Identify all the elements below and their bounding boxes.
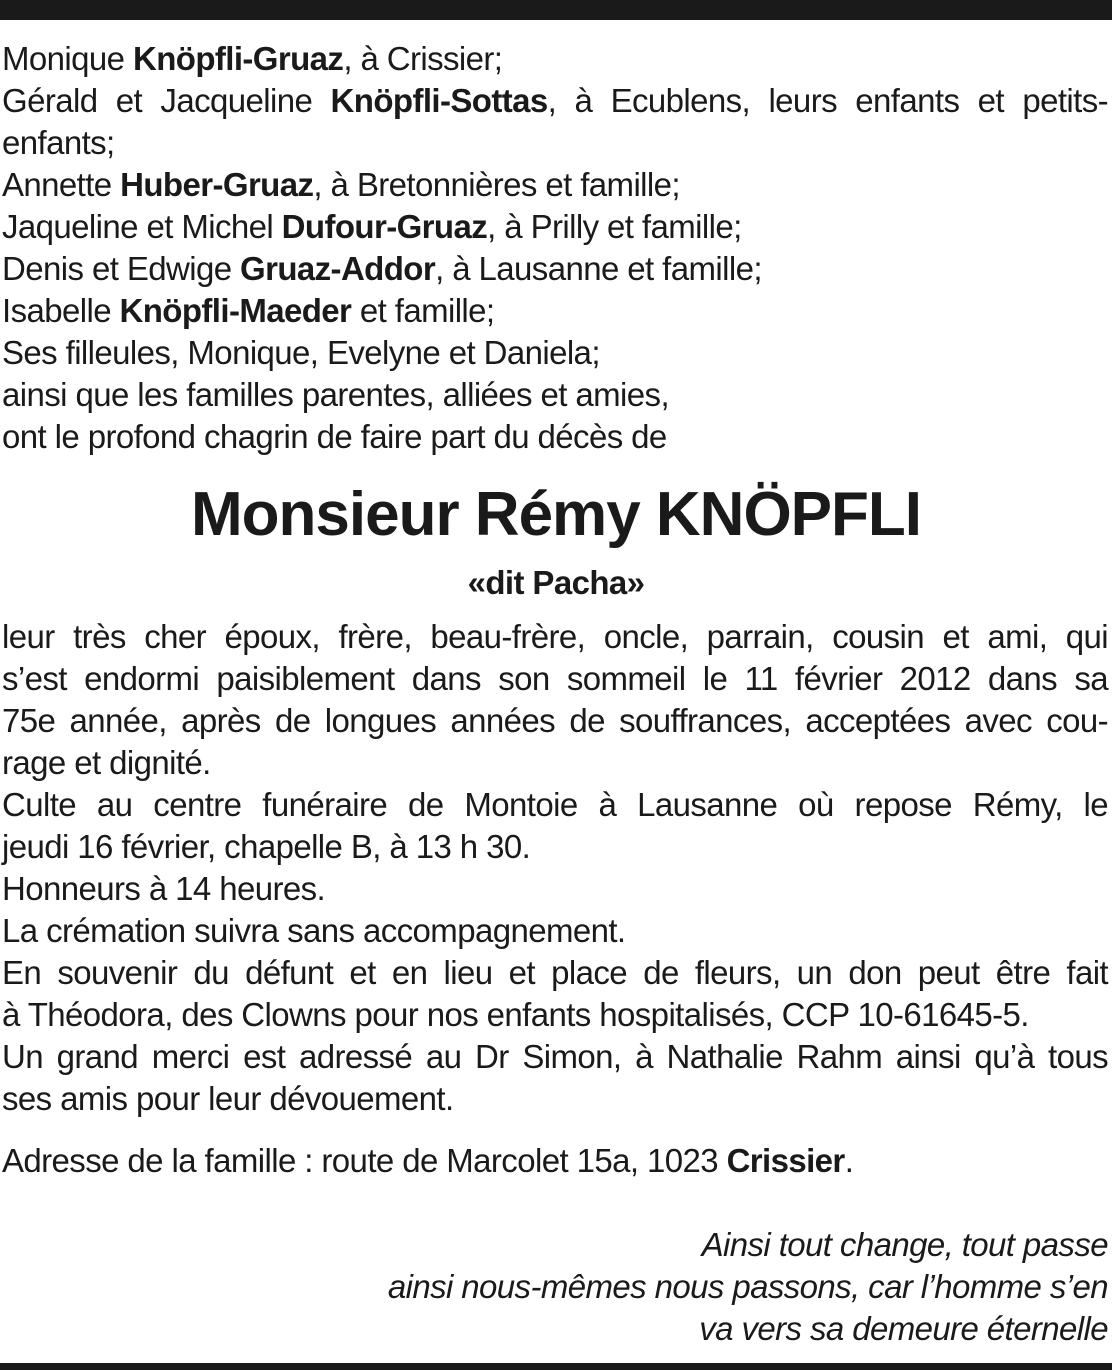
family-line-text: Gérald et Jacqueline <box>2 82 331 119</box>
family-line-text: , à Ecublens, leurs enfants et petits- <box>547 82 1108 119</box>
family-line-text: Denis et Edwige <box>2 250 241 287</box>
address-punctuation: . <box>844 1142 854 1179</box>
family-line <box>2 80 1108 122</box>
body-line: jeudi 16 février, chapelle B, à 13 h 30. <box>2 828 531 865</box>
bottom-rule <box>0 1363 1112 1370</box>
body-line: 75e année, après de longues années de souffrances, acceptées avec cou- <box>2 702 1108 739</box>
family-line-text: Annette <box>2 166 121 203</box>
family-line-text: Monique <box>2 40 133 77</box>
family-line <box>2 206 1108 248</box>
body-line: ses amis pour leur dévouement. <box>2 1080 454 1117</box>
family-line <box>2 122 1108 164</box>
family-line-text: , à Bretonnières et famille; <box>313 166 680 203</box>
family-surname: Gruaz-Addor <box>240 250 436 287</box>
quote-line: ainsi nous-mêmes nous passons, car l’homme s’en <box>387 1268 1108 1305</box>
family-line-text: Jaqueline et Michel <box>2 208 282 245</box>
body-line: à Théodora, des Clowns pour nos enfants hospitalisés, CCP 10-61645-5. <box>2 996 1029 1033</box>
body-line: Culte au centre funéraire de Montoie à Lausanne où repose Rémy, le <box>2 786 1108 823</box>
address-city: Crissier <box>726 1142 845 1179</box>
quote-line: Ainsi tout change, tout passe <box>701 1226 1108 1263</box>
body-line: s’est endormi paisiblement dans son sommeil le 11 février 2012 dans sa <box>2 660 1108 697</box>
family-line <box>2 164 1108 206</box>
quote-line: va vers sa demeure éternelle <box>699 1310 1108 1347</box>
body-line: rage et dignité. <box>2 744 211 781</box>
family-line <box>2 38 1108 80</box>
deceased-name: Monsieur Rémy KNÖPFLI <box>191 480 921 549</box>
family-line-text: Ses filleules, Monique, Evelyne et Daniela; <box>2 334 600 371</box>
family-line-text: , à Prilly et famille; <box>487 208 742 245</box>
body-line: La crémation suivra sans accompagnement. <box>2 912 626 949</box>
notice-body <box>2 616 1108 1120</box>
family-surname: Knöpfli-Gruaz <box>132 40 344 77</box>
family-list <box>2 38 1108 458</box>
family-line-text: enfants; <box>2 124 115 161</box>
body-line: Un grand merci est adressé au Dr Simon, à Nathalie Rahm ainsi qu’à tous <box>2 1038 1108 1075</box>
family-line <box>2 416 1108 458</box>
closing-quote <box>108 1224 1108 1350</box>
body-line: En souvenir du défunt et en lieu et place de fleurs, un don peut être fait <box>2 954 1108 991</box>
family-line-text: , à Crissier; <box>343 40 503 77</box>
family-surname: Knöpfli-Maeder <box>119 292 352 329</box>
deceased-nickname: «dit Pacha» <box>467 564 645 601</box>
family-line <box>2 248 1108 290</box>
top-rule <box>0 0 1112 20</box>
family-surname: Huber-Gruaz <box>120 166 314 203</box>
address-text: Adresse de la famille : route de Marcolet 15a, 1023 <box>2 1142 727 1179</box>
family-line <box>2 374 1108 416</box>
family-line-text: ainsi que les familles parentes, alliées et amies, <box>2 376 670 413</box>
family-line-text: Isabelle <box>2 292 120 329</box>
body-line: leur très cher époux, frère, beau-frère, oncle, parrain, cousin et ami, qui <box>2 618 1108 655</box>
family-line <box>2 290 1108 332</box>
family-line-text: et famille; <box>351 292 495 329</box>
family-line-text: ont le profond chagrin de faire part du décès de <box>2 418 667 455</box>
family-line-text: , à Lausanne et famille; <box>435 250 762 287</box>
family-address <box>2 1140 1108 1182</box>
family-line <box>2 332 1108 374</box>
family-surname: Knöpfli-Sottas <box>330 82 548 119</box>
body-line: Honneurs à 14 heures. <box>2 870 326 907</box>
family-surname: Dufour-Gruaz <box>281 208 488 245</box>
